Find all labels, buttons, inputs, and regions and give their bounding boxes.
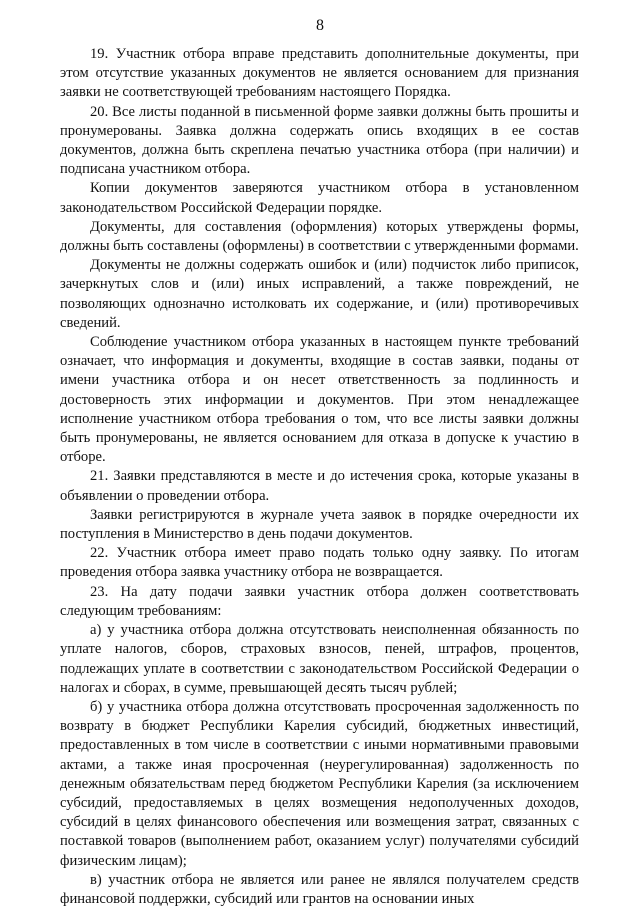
paragraph-19: 19. Участник отбора вправе представить дополнительные документы, при этом отсутствие указанных документов не является основанием для признания заявки не соответствующей требованиям настоящего Порядка.: [60, 46, 579, 101]
document-body: [60, 45, 579, 909]
paragraph-21: 21. Заявки представляются в месте и до истечения срока, которые указаны в объявлении о проведении отбора.: [60, 468, 579, 504]
paragraph-copies: Копии документов заверяются участником отбора в установленном законодательством Российской Федерации порядке.: [60, 180, 579, 216]
paragraph-22: 22. Участник отбора имеет право подать только одну заявку. По итогам проведения отбора заявка участнику отбора не возвращается.: [60, 545, 579, 581]
paragraph-23b: б) у участника отбора должна отсутствовать просроченная задолженность по возврату в бюджет Республики Карелия субсидий, бюджетных инвестиций, предоставленных в том числе в соответствии с иными нормативными правовыми актами, а также иная просроченная (неурегулированная) задолженность по денежным обязательствам перед бюджетом Республики Карелия (за исключением субсидий, предоставляемых в целях возмещения недополученных доходов, субсидий в целях финансового обеспечения или возмещения затрат, связанных с поставкой товаров (выполнением работ, оказанием услуг) получателями субсидий физическим лицам);: [60, 698, 579, 869]
page-number: 8: [316, 17, 324, 34]
paragraph-20: 20. Все листы поданной в письменной форме заявки должны быть прошиты и пронумерованы. Заявка должна содержать опись входящих в ее состав документов, должна быть скреплена печатью участника отбора (при наличии) и подписана участником отбора.: [60, 103, 579, 178]
paragraph-no-errors: Документы не должны содержать ошибок и (или) подчисток либо приписок, зачеркнутых слов и (или) иных исправлений, а также повреждений, не позволяющих однозначно истолковать их содержание, и (или) противоречивых сведений.: [60, 257, 579, 331]
paragraph-registration: Заявки регистрируются в журнале учета заявок в порядке очередности их поступления в Министерство в день подачи документов.: [60, 506, 579, 543]
paragraph-23: 23. На дату подачи заявки участник отбора должен соответствовать следующим требованиям:: [60, 583, 579, 619]
paragraph-compliance: Соблюдение участником отбора указанных в настоящем пункте требований означает, что информация и документы, входящие в состав заявки, поданы от имени участника отбора и он несет ответственность за подлинность и достоверность этих информации и документов. При этом ненадлежащее исполнение участником отбора требования о том, что все листы заявки должны быть пронумерованы, не является основанием для отказа в допуске к участию в отборе.: [60, 334, 579, 466]
paragraph-forms: Документы, для составления (оформления) которых утверждены формы, должны быть составлены (оформлены) в соответствии с утвержденными формами.: [60, 218, 579, 255]
paragraph-23a: а) у участника отбора должна отсутствовать неисполненная обязанность по уплате налогов, сборов, страховых взносов, пеней, штрафов, процентов, подлежащих уплате в соответствии с законодательством Российской Федерации о налогах и сборах, в сумме, превышающей десять тысяч рублей;: [60, 622, 579, 696]
paragraph-23v: в) участник отбора не является или ранее не являлся получателем средств финансовой поддержки, субсидий или грантов на основании иных: [60, 871, 579, 907]
